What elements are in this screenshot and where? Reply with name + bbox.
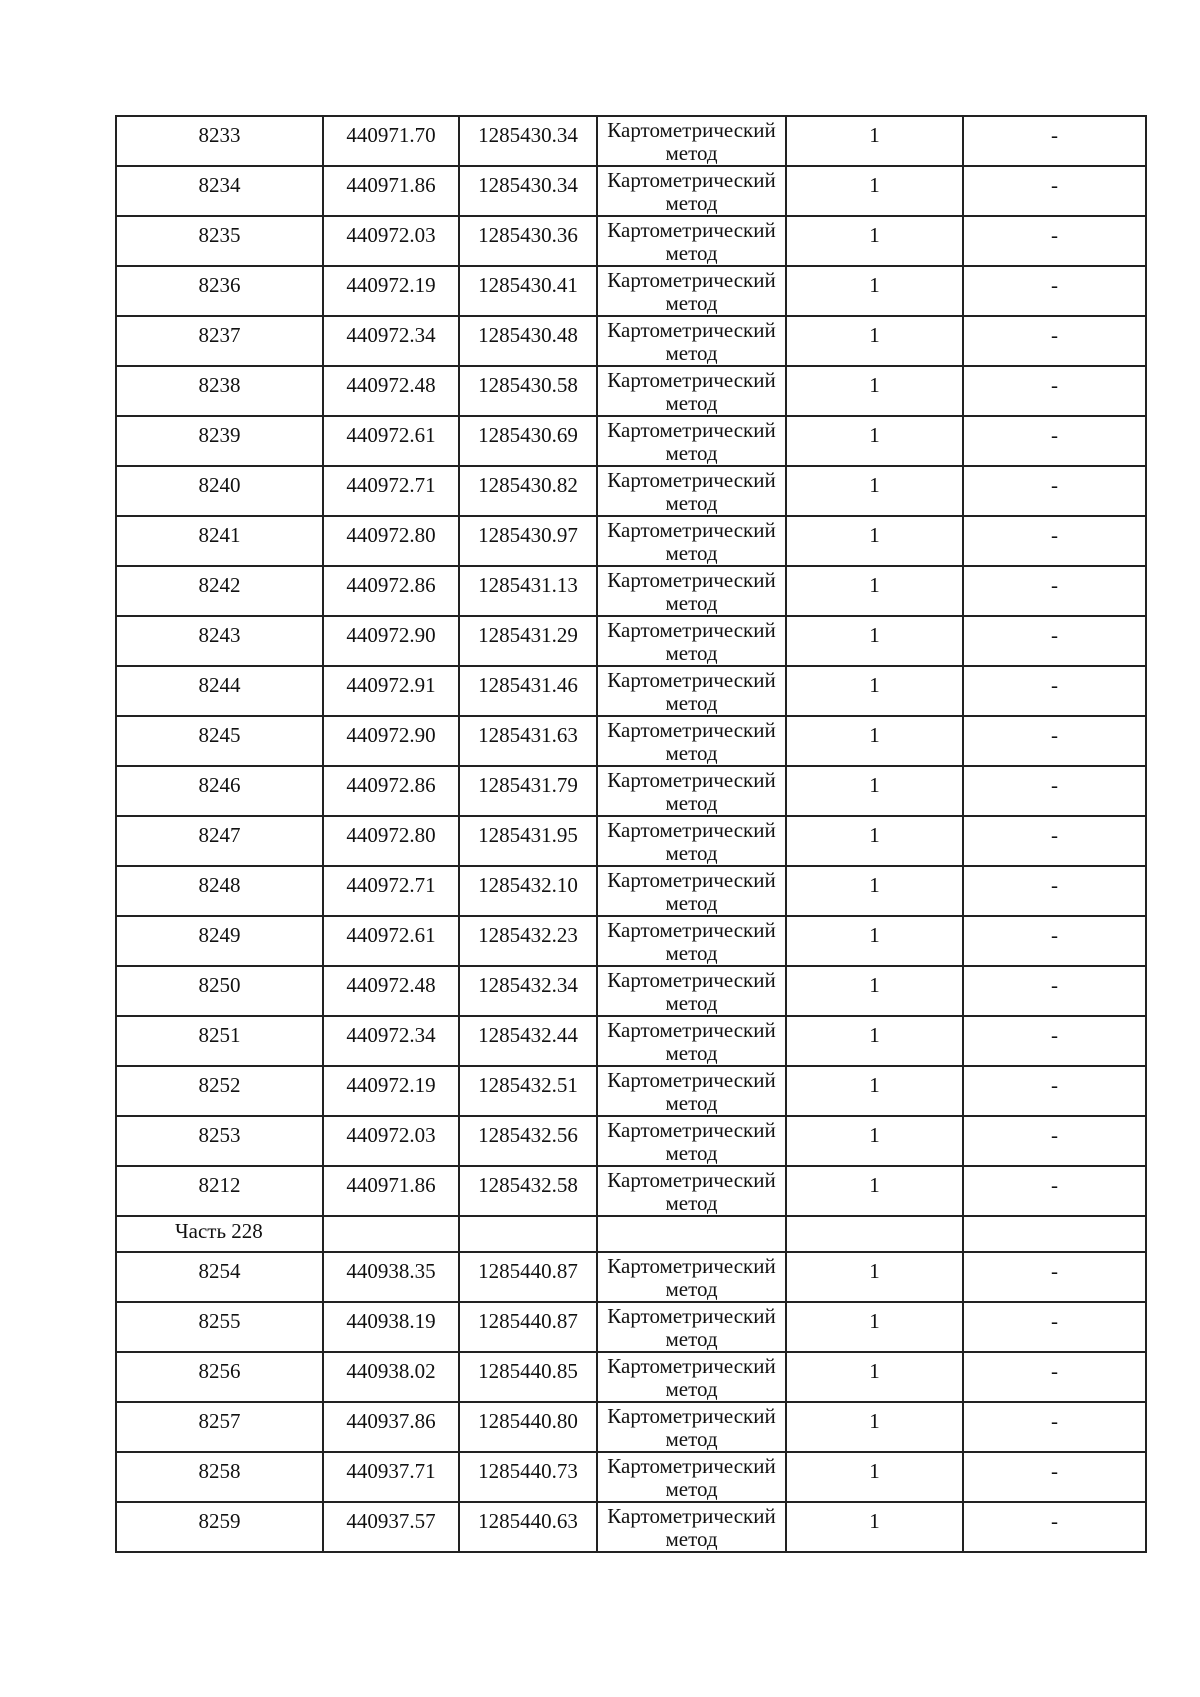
note-cell: -	[963, 1116, 1146, 1166]
table-row	[116, 216, 1146, 266]
point-number-cell: 8241	[116, 516, 323, 566]
section-header-row	[116, 1216, 1146, 1252]
point-number-cell: 8212	[116, 1166, 323, 1216]
x-coordinate-cell: 440937.86	[323, 1402, 459, 1452]
method-cell: Картометрический метод	[597, 1166, 786, 1216]
y-coordinate-cell: 1285430.34	[459, 116, 597, 166]
coordinates-table-body	[116, 116, 1146, 1552]
table-row	[116, 116, 1146, 166]
point-number-cell: 8244	[116, 666, 323, 716]
note-cell: -	[963, 816, 1146, 866]
method-cell: Картометрический метод	[597, 266, 786, 316]
accuracy-cell: 1	[786, 1016, 963, 1066]
method-cell: Картометрический метод	[597, 1502, 786, 1552]
accuracy-cell: 1	[786, 966, 963, 1016]
point-number-cell: 8258	[116, 1452, 323, 1502]
accuracy-cell: 1	[786, 466, 963, 516]
method-cell: Картометрический метод	[597, 1352, 786, 1402]
note-cell: -	[963, 116, 1146, 166]
accuracy-cell: 1	[786, 1252, 963, 1302]
point-number-cell: 8255	[116, 1302, 323, 1352]
note-cell: -	[963, 566, 1146, 616]
point-number-cell: 8254	[116, 1252, 323, 1302]
point-number-cell: 8236	[116, 266, 323, 316]
method-cell: Картометрический метод	[597, 666, 786, 716]
note-cell: -	[963, 1066, 1146, 1116]
note-cell: -	[963, 666, 1146, 716]
table-row	[116, 1352, 1146, 1402]
x-coordinate-cell: 440972.86	[323, 766, 459, 816]
x-coordinate-cell: 440972.91	[323, 666, 459, 716]
accuracy-cell: 1	[786, 716, 963, 766]
accuracy-cell: 1	[786, 816, 963, 866]
y-coordinate-cell: 1285440.73	[459, 1452, 597, 1502]
method-cell: Картометрический метод	[597, 366, 786, 416]
x-coordinate-cell: 440971.86	[323, 166, 459, 216]
y-coordinate-cell: 1285431.29	[459, 616, 597, 666]
table-row	[116, 466, 1146, 516]
note-cell: -	[963, 916, 1146, 966]
point-number-cell: 8256	[116, 1352, 323, 1402]
y-coordinate-cell: 1285432.10	[459, 866, 597, 916]
y-coordinate-cell: 1285431.79	[459, 766, 597, 816]
table-row	[116, 866, 1146, 916]
section-empty-cell	[597, 1216, 786, 1252]
y-coordinate-cell: 1285432.23	[459, 916, 597, 966]
note-cell: -	[963, 766, 1146, 816]
method-cell: Картометрический метод	[597, 416, 786, 466]
point-number-cell: 8252	[116, 1066, 323, 1116]
y-coordinate-cell: 1285432.56	[459, 1116, 597, 1166]
x-coordinate-cell: 440938.02	[323, 1352, 459, 1402]
table-row	[116, 316, 1146, 366]
x-coordinate-cell: 440938.19	[323, 1302, 459, 1352]
section-empty-cell	[963, 1216, 1146, 1252]
accuracy-cell: 1	[786, 1166, 963, 1216]
x-coordinate-cell: 440972.34	[323, 316, 459, 366]
method-cell: Картометрический метод	[597, 1066, 786, 1116]
method-cell: Картометрический метод	[597, 1116, 786, 1166]
accuracy-cell: 1	[786, 366, 963, 416]
x-coordinate-cell: 440937.57	[323, 1502, 459, 1552]
x-coordinate-cell: 440972.86	[323, 566, 459, 616]
y-coordinate-cell: 1285430.41	[459, 266, 597, 316]
table-row	[116, 1016, 1146, 1066]
note-cell: -	[963, 1302, 1146, 1352]
table-row	[116, 166, 1146, 216]
accuracy-cell: 1	[786, 766, 963, 816]
accuracy-cell: 1	[786, 1452, 963, 1502]
point-number-cell: 8250	[116, 966, 323, 1016]
accuracy-cell: 1	[786, 266, 963, 316]
y-coordinate-cell: 1285430.36	[459, 216, 597, 266]
point-number-cell: 8247	[116, 816, 323, 866]
table-row	[116, 816, 1146, 866]
method-cell: Картометрический метод	[597, 766, 786, 816]
x-coordinate-cell: 440972.80	[323, 516, 459, 566]
note-cell: -	[963, 366, 1146, 416]
point-number-cell: 8240	[116, 466, 323, 516]
table-row	[116, 1166, 1146, 1216]
method-cell: Картометрический метод	[597, 616, 786, 666]
note-cell: -	[963, 516, 1146, 566]
x-coordinate-cell: 440937.71	[323, 1452, 459, 1502]
method-cell: Картометрический метод	[597, 1302, 786, 1352]
x-coordinate-cell: 440972.90	[323, 616, 459, 666]
table-row	[116, 1066, 1146, 1116]
table-row	[116, 366, 1146, 416]
note-cell: -	[963, 166, 1146, 216]
note-cell: -	[963, 316, 1146, 366]
accuracy-cell: 1	[786, 216, 963, 266]
x-coordinate-cell: 440972.61	[323, 916, 459, 966]
section-empty-cell	[786, 1216, 963, 1252]
accuracy-cell: 1	[786, 866, 963, 916]
point-number-cell: 8239	[116, 416, 323, 466]
method-cell: Картометрический метод	[597, 116, 786, 166]
y-coordinate-cell: 1285432.44	[459, 1016, 597, 1066]
method-cell: Картометрический метод	[597, 466, 786, 516]
accuracy-cell: 1	[786, 1352, 963, 1402]
accuracy-cell: 1	[786, 566, 963, 616]
y-coordinate-cell: 1285430.34	[459, 166, 597, 216]
point-number-cell: 8248	[116, 866, 323, 916]
y-coordinate-cell: 1285431.46	[459, 666, 597, 716]
y-coordinate-cell: 1285430.82	[459, 466, 597, 516]
accuracy-cell: 1	[786, 516, 963, 566]
y-coordinate-cell: 1285440.85	[459, 1352, 597, 1402]
coordinates-table	[115, 115, 1147, 1553]
method-cell: Картометрический метод	[597, 1016, 786, 1066]
section-label: Часть 228	[116, 1216, 323, 1252]
table-row	[116, 1116, 1146, 1166]
accuracy-cell: 1	[786, 1066, 963, 1116]
y-coordinate-cell: 1285430.69	[459, 416, 597, 466]
point-number-cell: 8234	[116, 166, 323, 216]
method-cell: Картометрический метод	[597, 816, 786, 866]
x-coordinate-cell: 440972.80	[323, 816, 459, 866]
accuracy-cell: 1	[786, 666, 963, 716]
table-row	[116, 566, 1146, 616]
point-number-cell: 8235	[116, 216, 323, 266]
point-number-cell: 8238	[116, 366, 323, 416]
y-coordinate-cell: 1285431.95	[459, 816, 597, 866]
method-cell: Картометрический метод	[597, 966, 786, 1016]
note-cell: -	[963, 616, 1146, 666]
note-cell: -	[963, 416, 1146, 466]
y-coordinate-cell: 1285440.87	[459, 1302, 597, 1352]
accuracy-cell: 1	[786, 616, 963, 666]
y-coordinate-cell: 1285432.51	[459, 1066, 597, 1116]
x-coordinate-cell: 440972.19	[323, 266, 459, 316]
point-number-cell: 8237	[116, 316, 323, 366]
note-cell: -	[963, 466, 1146, 516]
method-cell: Картометрический метод	[597, 566, 786, 616]
accuracy-cell: 1	[786, 1116, 963, 1166]
y-coordinate-cell: 1285431.13	[459, 566, 597, 616]
point-number-cell: 8245	[116, 716, 323, 766]
x-coordinate-cell: 440972.48	[323, 966, 459, 1016]
accuracy-cell: 1	[786, 116, 963, 166]
table-row	[116, 516, 1146, 566]
y-coordinate-cell: 1285440.80	[459, 1402, 597, 1452]
x-coordinate-cell: 440938.35	[323, 1252, 459, 1302]
method-cell: Картометрический метод	[597, 216, 786, 266]
point-number-cell: 8246	[116, 766, 323, 816]
note-cell: -	[963, 216, 1146, 266]
point-number-cell: 8257	[116, 1402, 323, 1452]
point-number-cell: 8253	[116, 1116, 323, 1166]
table-row	[116, 416, 1146, 466]
accuracy-cell: 1	[786, 416, 963, 466]
x-coordinate-cell: 440972.03	[323, 1116, 459, 1166]
y-coordinate-cell: 1285440.87	[459, 1252, 597, 1302]
x-coordinate-cell: 440972.61	[323, 416, 459, 466]
x-coordinate-cell: 440972.71	[323, 466, 459, 516]
note-cell: -	[963, 866, 1146, 916]
note-cell: -	[963, 1402, 1146, 1452]
note-cell: -	[963, 1352, 1146, 1402]
accuracy-cell: 1	[786, 166, 963, 216]
method-cell: Картометрический метод	[597, 1252, 786, 1302]
table-row	[116, 966, 1146, 1016]
method-cell: Картометрический метод	[597, 516, 786, 566]
table-row	[116, 716, 1146, 766]
note-cell: -	[963, 966, 1146, 1016]
x-coordinate-cell: 440971.86	[323, 1166, 459, 1216]
point-number-cell: 8242	[116, 566, 323, 616]
method-cell: Картометрический метод	[597, 716, 786, 766]
method-cell: Картометрический метод	[597, 866, 786, 916]
y-coordinate-cell: 1285432.58	[459, 1166, 597, 1216]
y-coordinate-cell: 1285440.63	[459, 1502, 597, 1552]
note-cell: -	[963, 1452, 1146, 1502]
note-cell: -	[963, 716, 1146, 766]
note-cell: -	[963, 1016, 1146, 1066]
table-row	[116, 1452, 1146, 1502]
note-cell: -	[963, 266, 1146, 316]
x-coordinate-cell: 440972.03	[323, 216, 459, 266]
accuracy-cell: 1	[786, 316, 963, 366]
method-cell: Картометрический метод	[597, 166, 786, 216]
table-row	[116, 1402, 1146, 1452]
section-empty-cell	[323, 1216, 459, 1252]
point-number-cell: 8259	[116, 1502, 323, 1552]
method-cell: Картометрический метод	[597, 1452, 786, 1502]
accuracy-cell: 1	[786, 1502, 963, 1552]
y-coordinate-cell: 1285430.97	[459, 516, 597, 566]
y-coordinate-cell: 1285432.34	[459, 966, 597, 1016]
accuracy-cell: 1	[786, 1402, 963, 1452]
y-coordinate-cell: 1285430.48	[459, 316, 597, 366]
x-coordinate-cell: 440972.71	[323, 866, 459, 916]
accuracy-cell: 1	[786, 916, 963, 966]
point-number-cell: 8243	[116, 616, 323, 666]
x-coordinate-cell: 440972.34	[323, 1016, 459, 1066]
y-coordinate-cell: 1285430.58	[459, 366, 597, 416]
x-coordinate-cell: 440972.48	[323, 366, 459, 416]
table-row	[116, 616, 1146, 666]
method-cell: Картометрический метод	[597, 1402, 786, 1452]
x-coordinate-cell: 440972.19	[323, 1066, 459, 1116]
point-number-cell: 8233	[116, 116, 323, 166]
table-row	[116, 916, 1146, 966]
section-empty-cell	[459, 1216, 597, 1252]
note-cell: -	[963, 1502, 1146, 1552]
x-coordinate-cell: 440971.70	[323, 116, 459, 166]
method-cell: Картометрический метод	[597, 316, 786, 366]
y-coordinate-cell: 1285431.63	[459, 716, 597, 766]
table-row	[116, 766, 1146, 816]
method-cell: Картометрический метод	[597, 916, 786, 966]
table-row	[116, 1502, 1146, 1552]
point-number-cell: 8249	[116, 916, 323, 966]
x-coordinate-cell: 440972.90	[323, 716, 459, 766]
table-row	[116, 666, 1146, 716]
table-row	[116, 1302, 1146, 1352]
note-cell: -	[963, 1166, 1146, 1216]
point-number-cell: 8251	[116, 1016, 323, 1066]
table-row	[116, 1252, 1146, 1302]
note-cell: -	[963, 1252, 1146, 1302]
accuracy-cell: 1	[786, 1302, 963, 1352]
table-row	[116, 266, 1146, 316]
